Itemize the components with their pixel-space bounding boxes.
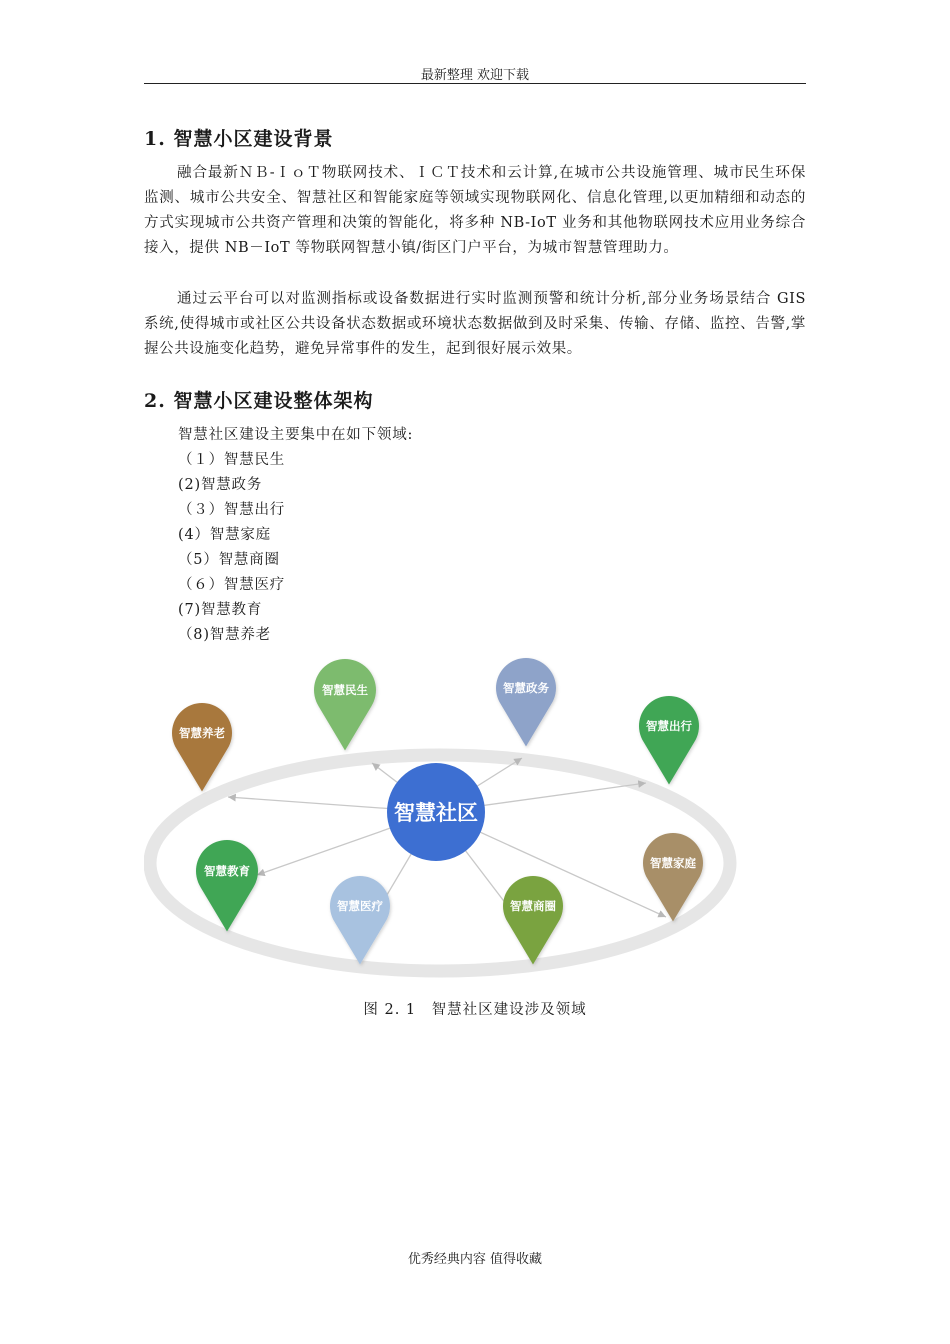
pin-5: [196, 840, 258, 931]
list-item: （３）智慧出行: [178, 502, 286, 518]
pin-7: [503, 876, 563, 964]
section-1-title: 1. 智慧小区建设背景: [144, 128, 334, 150]
pin-label: 智慧医疗: [337, 899, 383, 913]
diagram-svg: [144, 645, 806, 985]
map-pin-icon: [330, 876, 390, 965]
pin-label: 智慧商圈: [510, 899, 556, 913]
pin-label: 智慧民生: [322, 683, 368, 697]
pin-label: 智慧政务: [503, 681, 549, 695]
list-item: （１）智慧民生: [178, 452, 286, 468]
pin-3: [639, 696, 699, 785]
pin-6: [330, 876, 390, 965]
map-pin-icon: [196, 840, 258, 931]
pin-label: 智慧养老: [179, 726, 225, 740]
section-2-title: 2. 智慧小区建设整体架构: [144, 390, 374, 412]
header-rule: [144, 83, 806, 84]
pin-label: 智慧教育: [204, 864, 250, 878]
list-item: （8)智慧养老: [178, 627, 271, 643]
page-footer: 优秀经典内容 值得收藏: [407, 1252, 543, 1267]
list-item: （5）智慧商圈: [178, 552, 280, 568]
domain-list: [178, 423, 413, 648]
domain-list-intro: 智慧社区建设主要集中在如下领域:: [178, 427, 414, 443]
section-1-paragraph-2: 通过云平台可以对监测指标或设备数据进行实时监测预警和统计分析,部分业务场景结合 GIS 系统,使得城市或社区公共设备状态数据或环境状态数据做到及时采集、传输、存储、监控、告警,掌握公共设施变化趋势，避免异常事件的发生，起到很好展示效果。: [144, 291, 806, 357]
pin-1: [314, 659, 376, 750]
map-pin-icon: [639, 696, 699, 785]
page-header: 最新整理 欢迎下载: [420, 68, 530, 83]
center-label: 智慧社区: [394, 801, 478, 825]
pin-2: [496, 658, 556, 746]
pin-label: 智慧家庭: [650, 856, 696, 870]
smart-community-diagram: [144, 645, 806, 985]
list-item: （６）智慧医疗: [178, 577, 286, 593]
list-item: (2)智慧政务: [178, 477, 263, 493]
map-pin-icon: [503, 876, 563, 964]
list-item: (7)智慧教育: [178, 602, 263, 618]
pin-4: [172, 703, 232, 792]
list-item: (4）智慧家庭: [178, 527, 271, 543]
map-pin-icon: [314, 659, 376, 750]
map-pin-icon: [496, 658, 556, 746]
section-1-paragraph-1: 融合最新ＮＢ-ＩｏＴ物联网技术、ＩＣＴ技术和云计算,在城市公共设施管理、城市民生环保监测、城市公共安全、智慧社区和智能家庭等领域实现物联网化、信息化管理,以更加精细和动态的方式实现城市公共资产管理和决策的智能化，将多种 NB-IoT 业务和其他物联网技术应用业务综合接入，提供 NB－IoT 等物联网智慧小镇/街区门户平台，为城市智慧管理助力。: [144, 165, 806, 256]
figure-caption: 图 2. 1 智慧社区建设涉及领域: [363, 1002, 587, 1018]
map-pin-icon: [172, 703, 232, 792]
pin-label: 智慧出行: [646, 719, 692, 733]
